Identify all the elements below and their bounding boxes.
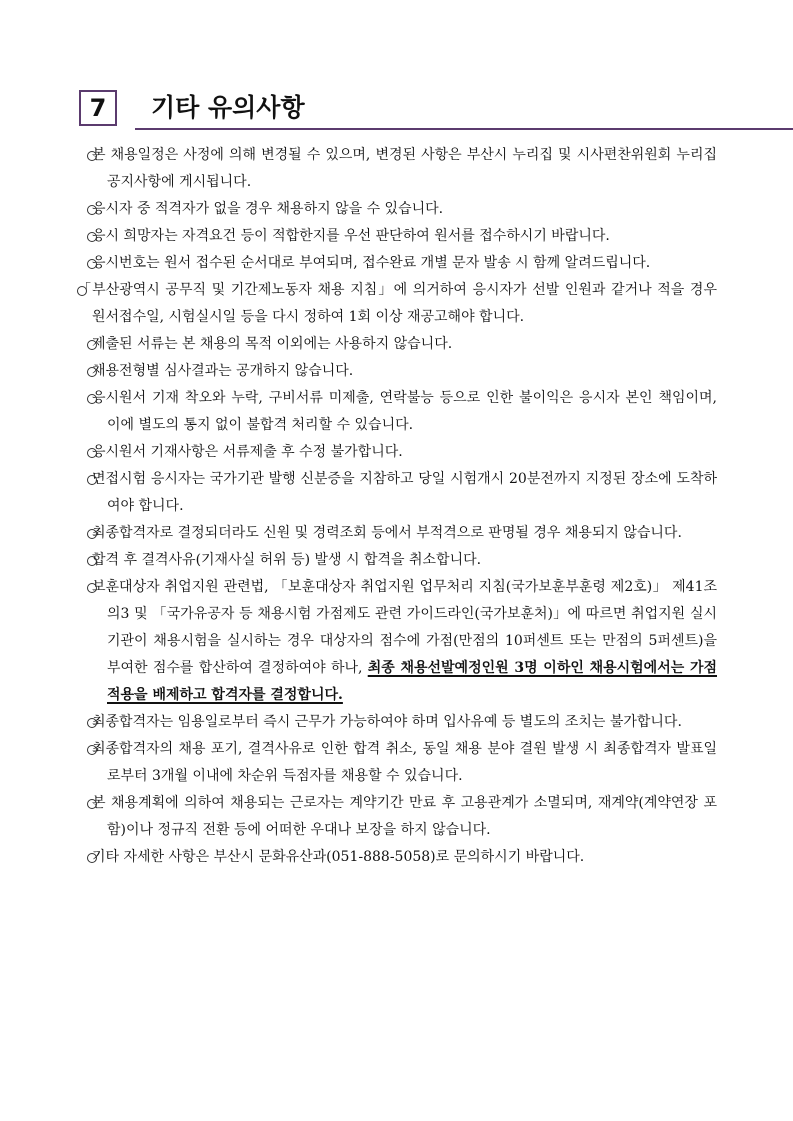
- list-item: [0, 574, 793, 709]
- notice-list: [0, 142, 793, 871]
- list-item-text: 응시원서 기재사항은 서류제출 후 수정 불가합니다.: [92, 444, 403, 460]
- list-item-text: 「부산광역시 공무직 및 기간제노동자 채용 지침」에 의거하여 응시자가 선발 인원과 같거나 적을 경우 원서접수일, 시험실시일 등을 다시 정하여 1회 이상 재공고해야 합니다.: [77, 282, 717, 325]
- circle-bullet-icon: [87, 448, 97, 458]
- list-item-text: 최종합격자는 임용일로부터 즉시 근무가 가능하여야 하며 입사유예 등 별도의 조치는 불가합니다.: [92, 714, 682, 730]
- circle-bullet-icon: [77, 286, 87, 296]
- list-item: [0, 520, 793, 547]
- circle-bullet-icon: [87, 583, 97, 593]
- list-item-text: 응시원서 기재 착오와 누락, 구비서류 미제출, 연락불능 등으로 인한 불이익은 응시자 본인 책임이며, 이에 별도의 통지 없이 불합격 처리할 수 있습니다.: [92, 390, 717, 433]
- circle-bullet-icon: [87, 367, 97, 377]
- circle-bullet-icon: [87, 718, 97, 728]
- list-item: [0, 844, 793, 871]
- circle-bullet-icon: [87, 853, 97, 863]
- list-item: [0, 331, 793, 358]
- circle-bullet-icon: [87, 340, 97, 350]
- circle-bullet-icon: [87, 745, 97, 755]
- list-item-text: 합격 후 결격사유(기재사실 허위 등) 발생 시 합격을 취소합니다.: [92, 552, 482, 568]
- list-item: [0, 709, 793, 736]
- section-header: [79, 90, 719, 132]
- circle-bullet-icon: [87, 259, 97, 269]
- list-item: [0, 223, 793, 250]
- list-item-text: [92, 574, 717, 709]
- list-item-text: 본 채용일정은 사정에 의해 변경될 수 있으며, 변경된 사항은 부산시 누리집 및 시사편찬위원회 누리집 공지사항에 게시됩니다.: [92, 147, 717, 190]
- list-item: [0, 277, 793, 331]
- list-item-text: 응시번호는 원서 접수된 순서대로 부여되며, 접수완료 개별 문자 발송 시 함께 알려드립니다.: [92, 255, 651, 271]
- list-item-text: 응시 희망자는 자격요건 등이 적합한지를 우선 판단하여 원서를 접수하시기 바랍니다.: [92, 228, 610, 244]
- list-item: [0, 790, 793, 844]
- circle-bullet-icon: [87, 232, 97, 242]
- list-item: [0, 439, 793, 466]
- list-item-text: 채용전형별 심사결과는 공개하지 않습니다.: [92, 363, 354, 379]
- section-title: 기타 유의사항: [151, 93, 305, 122]
- list-item: [0, 250, 793, 277]
- title-underline: [135, 128, 793, 130]
- list-item-text: 응시자 중 적격자가 없을 경우 채용하지 않을 수 있습니다.: [92, 201, 444, 217]
- list-item-text: 기타 자세한 사항은 부산시 문화유산과(051-888-5058)로 문의하시기 바랍니다.: [92, 849, 585, 865]
- circle-bullet-icon: [87, 799, 97, 809]
- circle-bullet-icon: [87, 151, 97, 161]
- emphasis-text: 최종 채용선발예정인원 3명 이하인 채용시험에서는 가점 적용을 배제하고 합격자를 결정합니다.: [107, 660, 717, 703]
- circle-bullet-icon: [87, 394, 97, 404]
- veterans-text: 보훈대상자 취업지원 관련법, 「보훈대상자 취업지원 업무처리 지침(국가보훈부훈령 제2호)」 제41조의3 및 「국가유공자 등 채용시험 가점제도 관련 가이드라인(국가보훈처)」에 따르면 취업지원 실시기관이 채용시험을 실시하는 경우 대상자의 점수에 가점(만점의 10퍼센트 또는 만점의 5퍼센트)을 부여한 점수를 합산하여 결정하여야 하나,: [92, 579, 717, 676]
- list-item-text: 제출된 서류는 본 채용의 목적 이외에는 사용하지 않습니다.: [92, 336, 453, 352]
- list-item-text: 최종합격자의 채용 포기, 결격사유로 인한 합격 취소, 동일 채용 분야 결원 발생 시 최종합격자 발표일로부터 3개월 이내에 차순위 득점자를 채용할 수 있습니다.: [92, 741, 717, 784]
- list-item-text: 면접시험 응시자는 국가기관 발행 신분증을 지참하고 당일 시험개시 20분전까지 지정된 장소에 도착하여야 합니다.: [92, 471, 717, 514]
- circle-bullet-icon: [87, 556, 97, 566]
- circle-bullet-icon: [87, 205, 97, 215]
- list-item-text: 최종합격자로 결정되더라도 신원 및 경력조회 등에서 부적격으로 판명될 경우 채용되지 않습니다.: [92, 525, 682, 541]
- section-number: 7: [79, 90, 117, 126]
- list-item: [0, 142, 793, 196]
- list-item: [0, 358, 793, 385]
- list-item-text: 본 채용계획에 의하여 채용되는 근로자는 계약기간 만료 후 고용관계가 소멸되며, 재계약(계약연장 포함)이나 정규직 전환 등에 어떠한 우대나 보장을 하지 않습니다.: [92, 795, 717, 838]
- list-item: [0, 385, 793, 439]
- list-item: [0, 466, 793, 520]
- circle-bullet-icon: [87, 529, 97, 539]
- list-item: [0, 736, 793, 790]
- list-item: [0, 196, 793, 223]
- circle-bullet-icon: [87, 475, 97, 485]
- list-item: [0, 547, 793, 574]
